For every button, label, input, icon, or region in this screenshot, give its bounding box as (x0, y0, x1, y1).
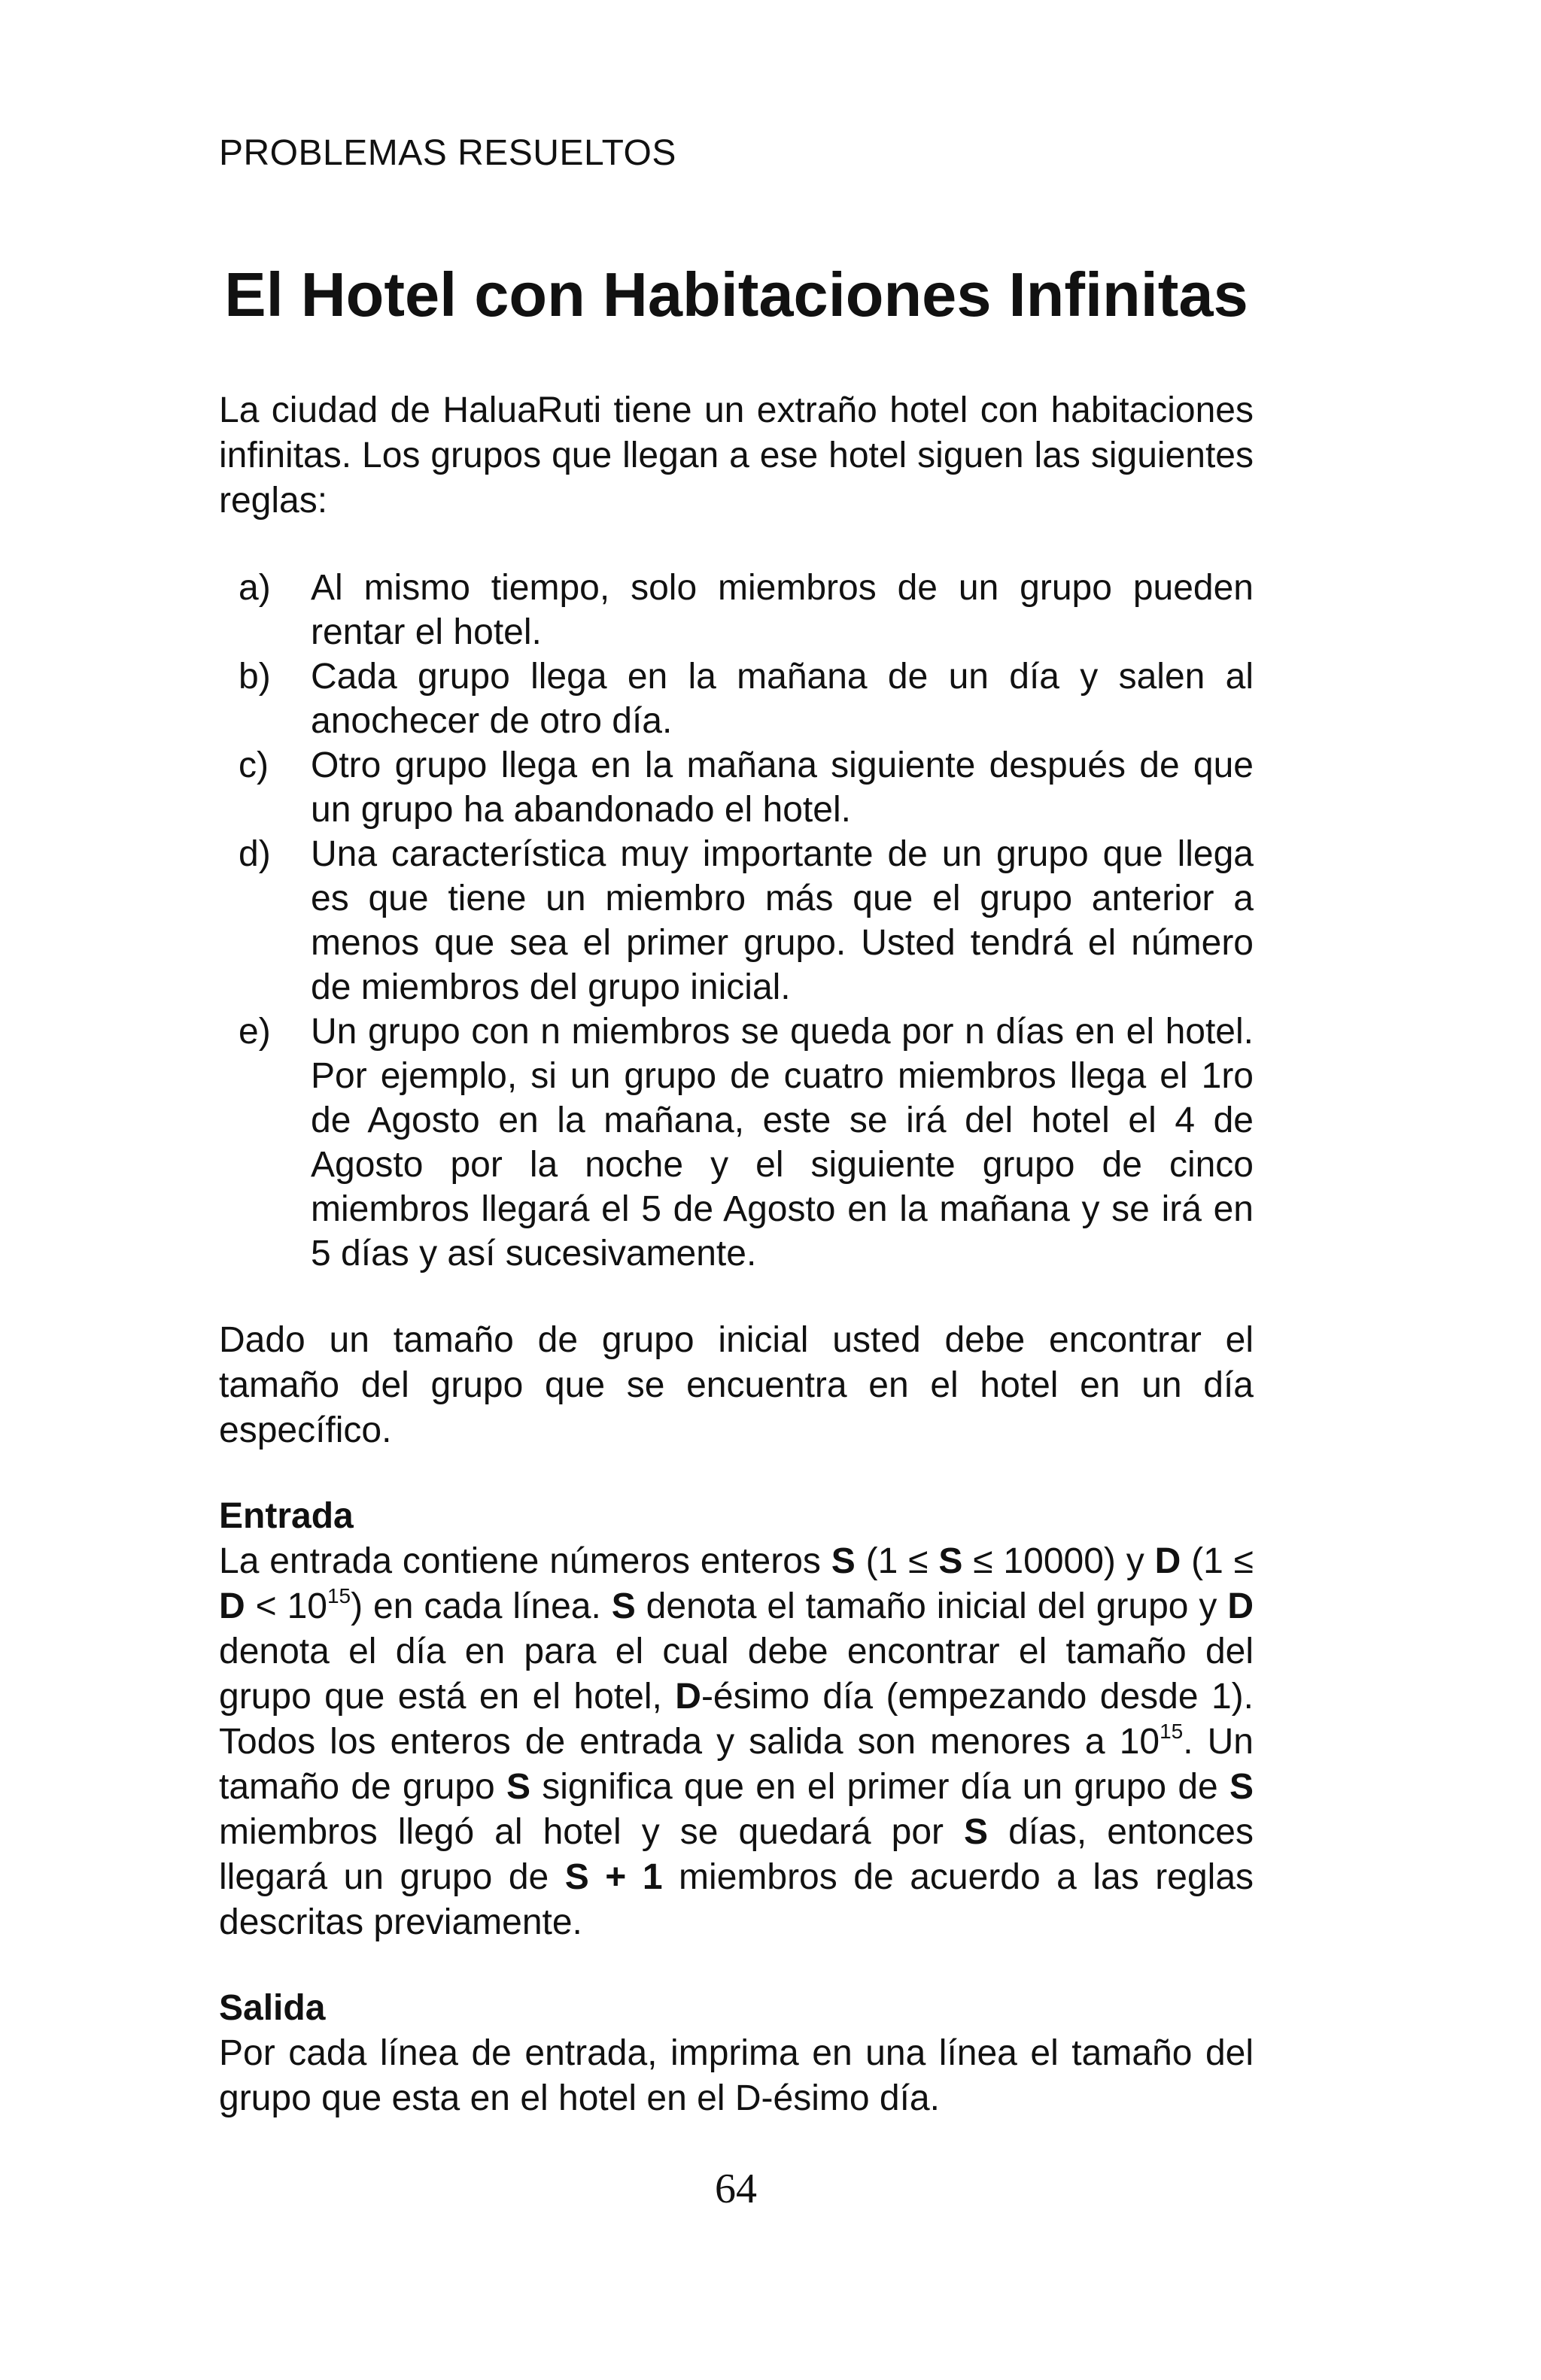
variable-name: D (219, 1586, 245, 1626)
page-number: 64 (715, 2166, 757, 2212)
rule-item (219, 832, 1254, 1009)
output-description: Por cada línea de entrada, imprima en una línea el tamaño del grupo que esta en el hotel en el D-ésimo día. (219, 2033, 1254, 2118)
text-run: denota el tamaño inicial del grupo y (635, 1586, 1228, 1626)
text-run: (1 ≤ (855, 1541, 939, 1581)
rule-marker: b) (239, 657, 271, 697)
variable-name: S (938, 1541, 963, 1581)
rule-text: Otro grupo llega en la mañana siguiente después de que un grupo ha abandonado el hotel. (311, 745, 1254, 830)
text-run: denota el día en para el cual debe encontrar el tamaño del grupo que está en el hotel, (219, 1632, 1254, 1717)
input-heading: Entrada (219, 1496, 354, 1536)
text-run: ≤ 10000) y (962, 1541, 1155, 1581)
intro-paragraph: La ciudad de HaluaRuti tiene un extraño hotel con habitaciones infinitas. Los grupos que llegan a ese hotel siguen las siguientes reglas: (219, 390, 1254, 521)
rule-text: Al mismo tiempo, solo miembros de un grupo pueden rentar el hotel. (311, 568, 1254, 652)
problem-title: El Hotel con Habitaciones Infinitas (224, 260, 1248, 329)
rule-item (219, 566, 1254, 654)
variable-name: D (1227, 1586, 1254, 1626)
text-run: < 10 (245, 1586, 327, 1626)
task-paragraph: Dado un tamaño de grupo inicial usted debe encontrar el tamaño del grupo que se encuentra en el hotel en un día específico. (219, 1320, 1254, 1450)
variable-name: S (611, 1586, 636, 1626)
variable-name: S (964, 1812, 989, 1852)
variable-name: D (675, 1677, 701, 1717)
text-run: miembros de acuerdo a las reglas descritas previamente. (219, 1857, 1254, 1942)
variable-name: S (506, 1767, 531, 1807)
text-run: La entrada contiene números enteros (219, 1541, 831, 1581)
rule-text: Una característica muy importante de un grupo que llega es que tiene un miembro más que el grupo anterior a menos que sea el primer grupo. Usted tendrá el número de miembros del grupo inicial. (311, 834, 1254, 1007)
text-run: ) en cada línea. (351, 1586, 612, 1626)
text-run: (1 ≤ (1181, 1541, 1254, 1581)
rule-text: Un grupo con n miembros se queda por n días en el hotel. Por ejemplo, si un grupo de cuatro miembros llega el 1ro de Agosto en la mañana, este se irá del hotel el 4 de Agosto por la noche y el siguiente grupo de cinco miembros llegará el 5 de Agosto en la mañana y se irá en 5 días y así sucesivamente. (311, 1012, 1254, 1273)
text-run: significa que en el primer día un grupo de (530, 1767, 1229, 1807)
rule-item (219, 1009, 1254, 1276)
rule-item (219, 654, 1254, 743)
exponent: 15 (1160, 1720, 1184, 1743)
rule-marker: d) (239, 834, 271, 874)
running-header: PROBLEMAS RESUELTOS (219, 133, 676, 173)
rule-marker: c) (239, 745, 269, 785)
variable-name: D (1154, 1541, 1181, 1581)
output-heading: Salida (219, 1988, 326, 2028)
rule-marker: e) (239, 1012, 271, 1052)
variable-name: S (1229, 1767, 1254, 1807)
text-run: días, entonces llegará un grupo de (219, 1812, 1254, 1897)
rules-list (219, 566, 1254, 1276)
rule-marker: a) (239, 568, 271, 608)
rule-item (219, 743, 1254, 832)
variable-name: S + 1 (564, 1857, 663, 1897)
rule-text: Cada grupo llega en la mañana de un día y salen al anochecer de otro día. (311, 657, 1254, 741)
text-run: miembros llegó al hotel y se quedará por (219, 1812, 965, 1852)
text-run: . Un tamaño de grupo (219, 1722, 1254, 1807)
variable-name: S (831, 1541, 856, 1581)
input-description (219, 1539, 1254, 1945)
text-run: -ésimo día (empezando desde 1). Todos los enteros de entrada y salida son menores a 10 (219, 1677, 1254, 1762)
exponent: 15 (327, 1584, 351, 1607)
